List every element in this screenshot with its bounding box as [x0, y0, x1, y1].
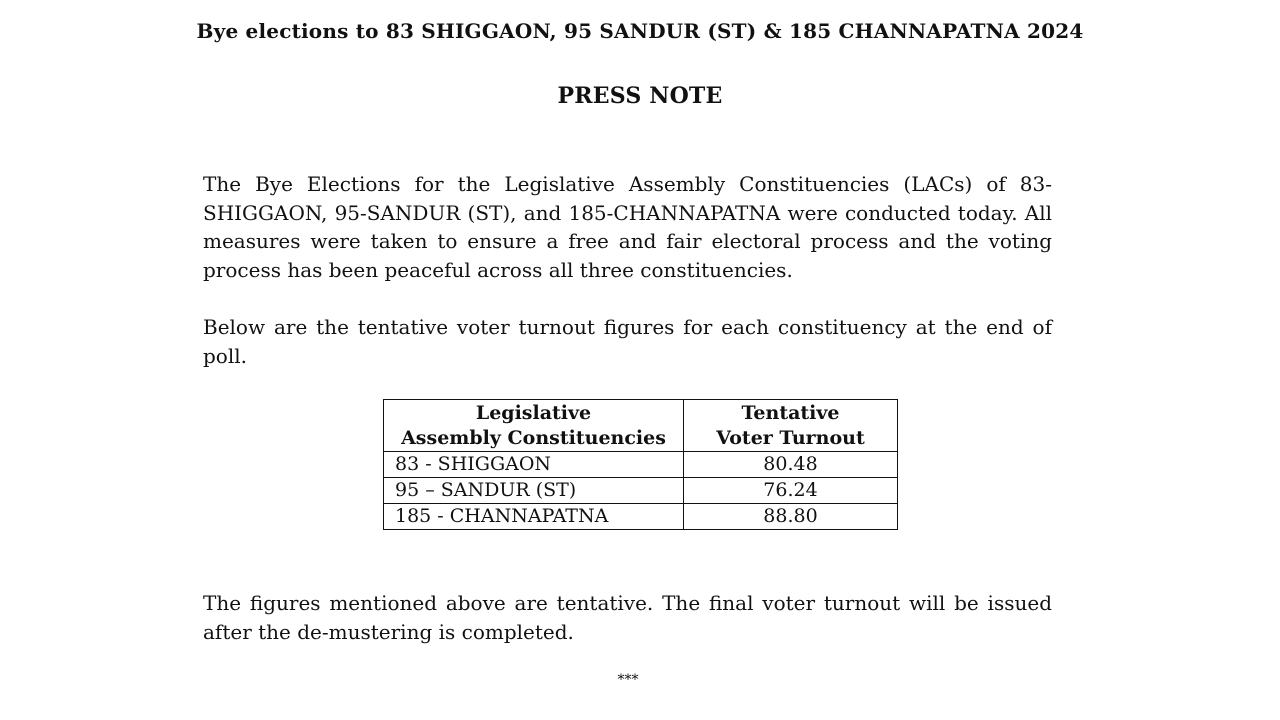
- table-header-row: [384, 400, 898, 452]
- table-row: [384, 478, 898, 504]
- row-turnout: 88.80: [684, 504, 898, 530]
- row-constituency: 83 - SHIGGAON: [384, 452, 684, 478]
- header-constituency-line1: Legislative: [475, 402, 592, 424]
- turnout-intro-paragraph: Below are the tentative voter turnout figures for each constituency at the end of poll.: [203, 315, 1052, 368]
- press-note-heading: PRESS NOTE: [557, 83, 723, 109]
- document-title: Bye elections to 83 SHIGGAON, 95 SANDUR (ST) & 185 CHANNAPATNA 2024: [196, 19, 1084, 43]
- row-turnout: 76.24: [684, 478, 898, 504]
- header-turnout-line2: Voter Turnout: [716, 426, 865, 449]
- table-row: [384, 504, 898, 530]
- header-constituency: [384, 400, 684, 452]
- row-constituency: 185 - CHANNAPATNA: [384, 504, 684, 530]
- intro-paragraph: The Bye Elections for the Legislative Assembly Constituencies (LACs) of 83-SHIGGAON, 95-SANDUR (ST), and 185-CHANNAPATNA were conducted today. All measures were taken to ensure a free and fair electoral process and the voting process has been peaceful across all three constituencies.: [203, 172, 1052, 283]
- header-turnout: [684, 400, 898, 452]
- voter-turnout-table: [383, 399, 898, 530]
- row-constituency: 95 – SANDUR (ST): [384, 478, 684, 504]
- header-constituency-line2: Assembly Constituencies: [401, 426, 666, 449]
- end-mark: ***: [617, 672, 639, 688]
- table-row: [384, 452, 898, 478]
- row-turnout: 80.48: [684, 452, 898, 478]
- header-turnout-line1: Tentative: [741, 402, 840, 424]
- closing-paragraph: The figures mentioned above are tentative. The final voter turnout will be issued after the de-mustering is completed.: [203, 591, 1052, 644]
